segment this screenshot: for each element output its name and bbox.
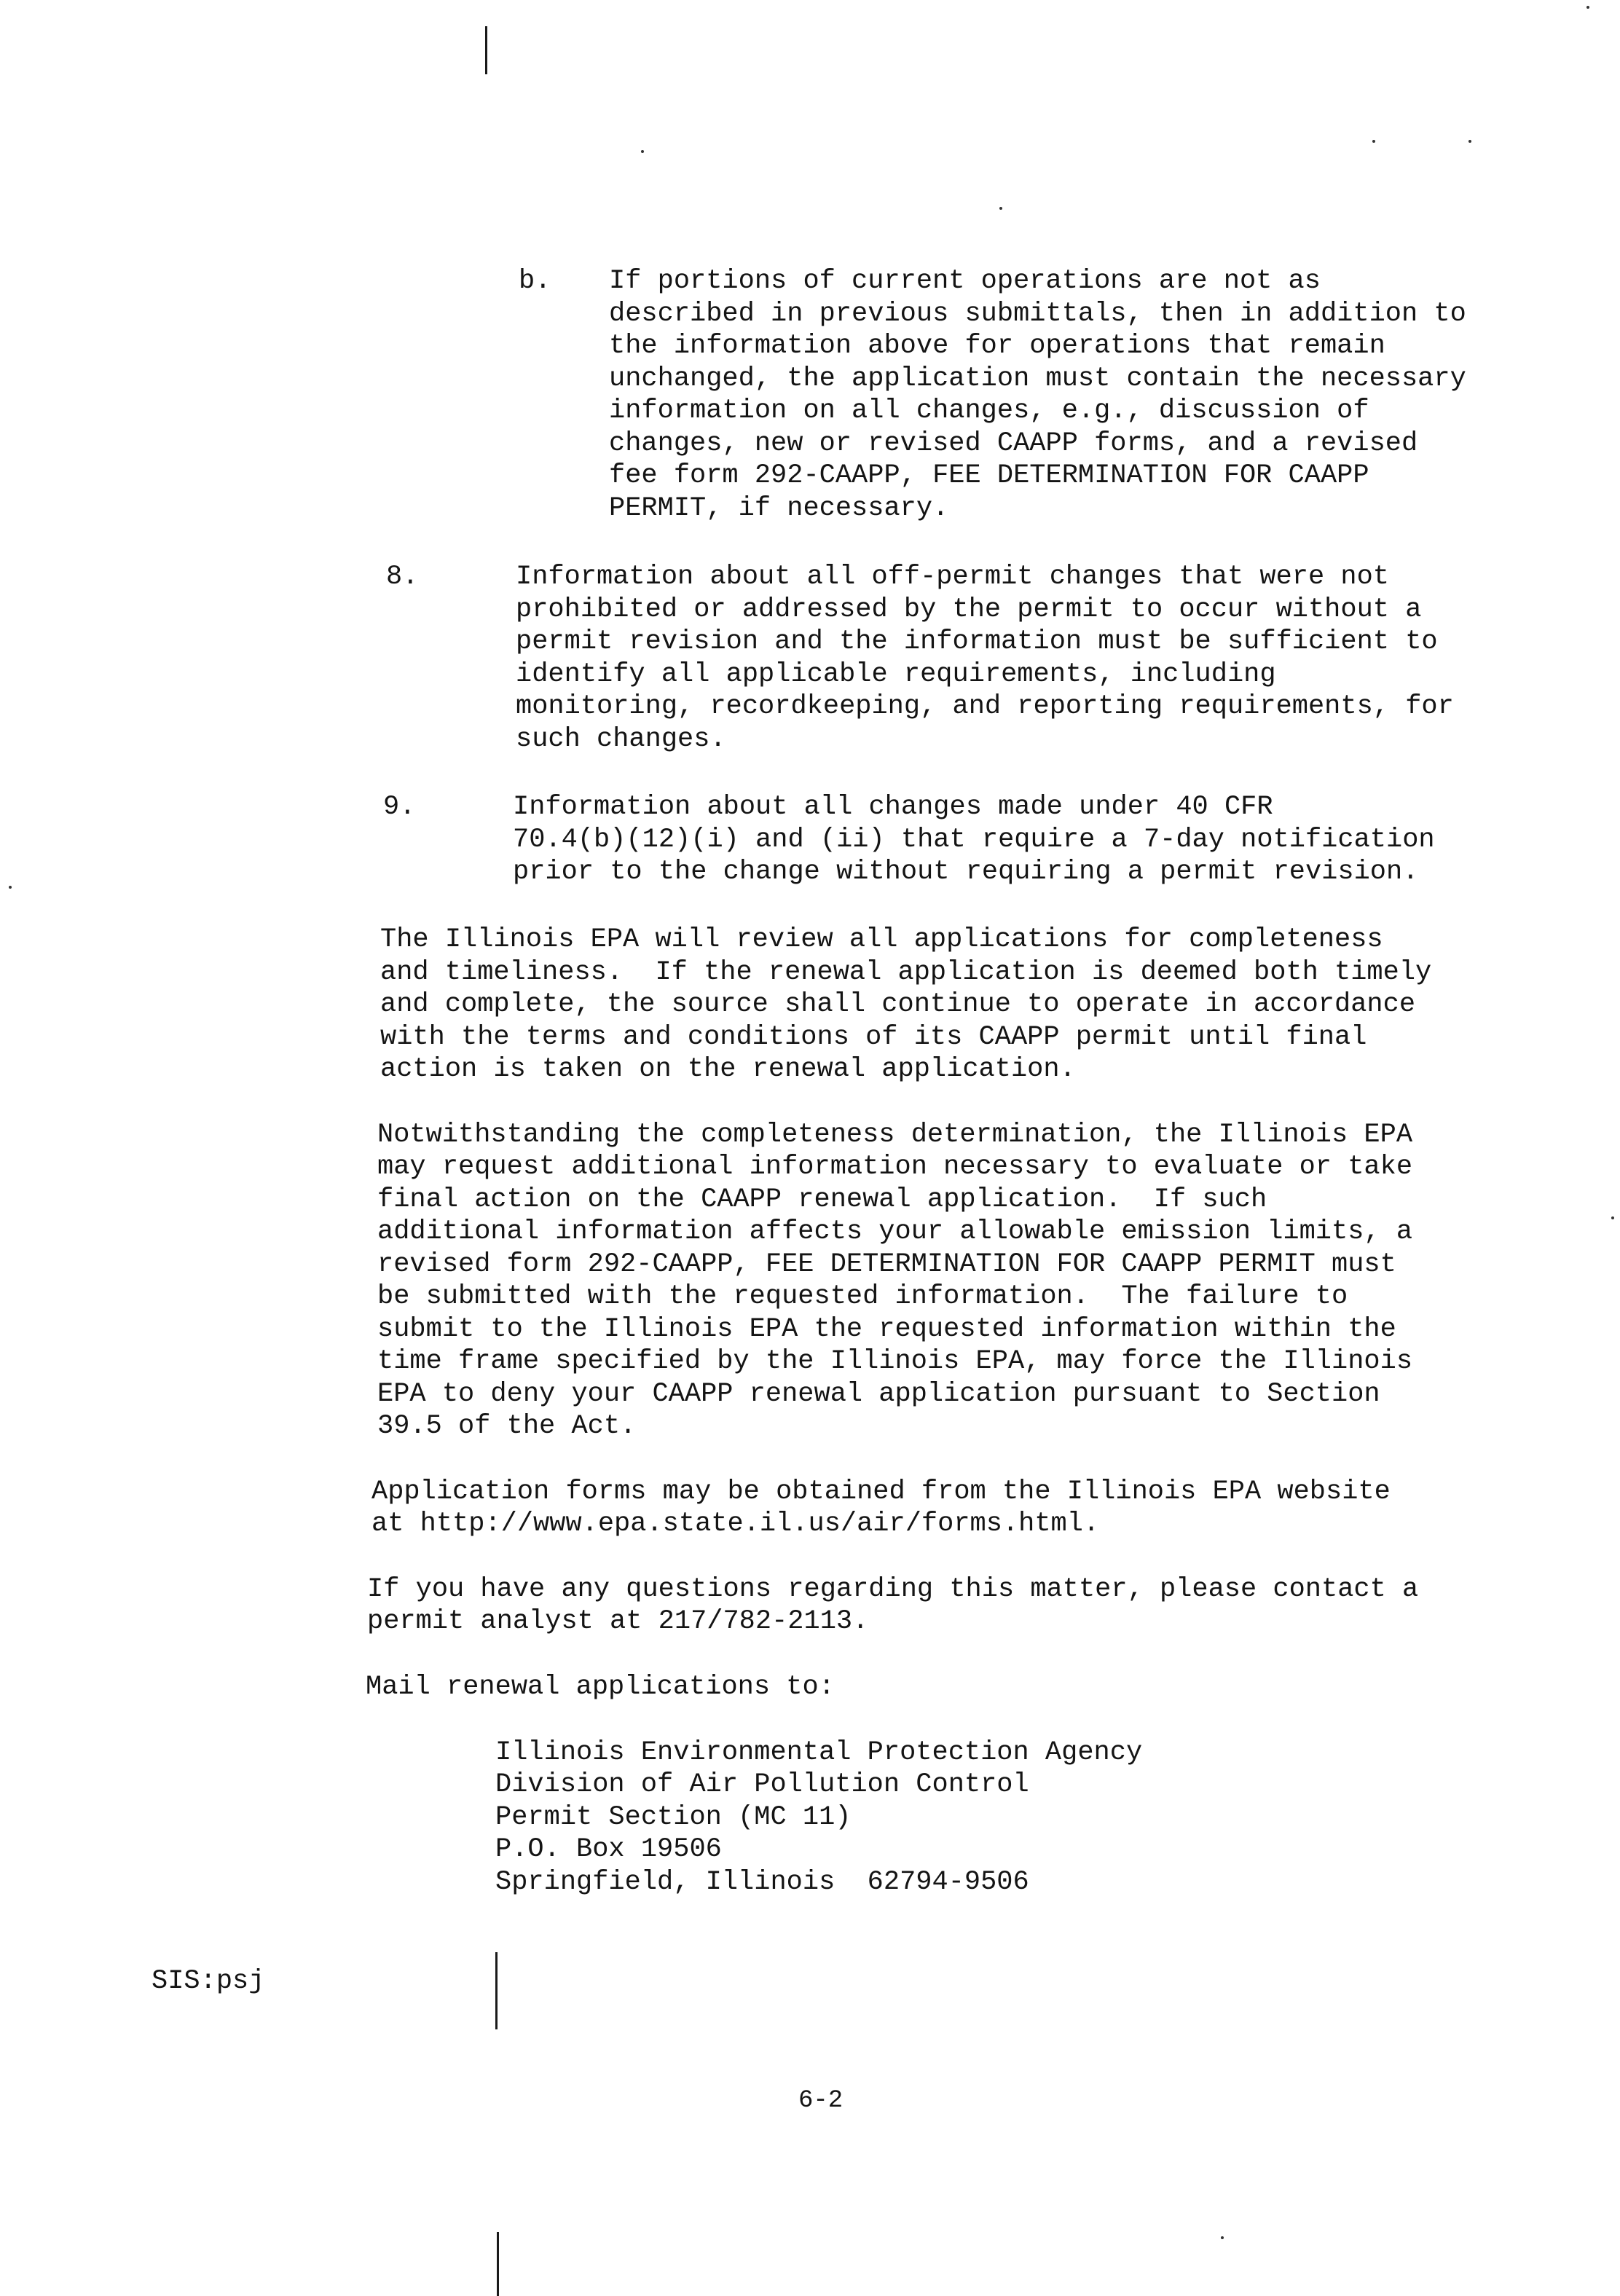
address-line: Permit Section (MC 11)	[495, 1802, 852, 1833]
page-number: 6-2	[798, 2087, 844, 2115]
item-9-line: 70.4(b)(12)(i) and (ii) that require a 7-day notification	[513, 825, 1435, 855]
scan-speck	[999, 207, 1002, 210]
paragraph-line: with the terms and conditions of its CAAPP permit until final	[380, 1022, 1367, 1053]
paragraph-line: and complete, the source shall continue to operate in accordance	[380, 989, 1416, 1020]
item-9-line: Information about all changes made under 40 CFR	[513, 792, 1273, 822]
paragraph-line: be submitted with the requested information. The failure to	[377, 1281, 1348, 1312]
paragraph-line: Application forms may be obtained from the Illinois EPA website	[371, 1477, 1391, 1507]
mail-intro: Mail renewal applications to:	[366, 1672, 835, 1702]
item-b-line: information on all changes, e.g., discussion of	[609, 396, 1369, 426]
item-b-marker: b.	[519, 266, 551, 296]
item-8-line: Information about all off-permit changes that were not	[516, 562, 1389, 592]
paragraph-line: may request additional information necessary to evaluate or take	[377, 1152, 1413, 1182]
paragraph-line: final action on the CAAPP renewal application. If such	[377, 1184, 1267, 1215]
address-line: Springfield, Illinois 62794-9506	[495, 1867, 1029, 1898]
scan-speck	[1372, 140, 1375, 143]
item-b-line: described in previous submittals, then in addition to	[609, 299, 1466, 329]
scan-margin-line-middle	[495, 1952, 498, 2029]
paragraph-line: and timeliness. If the renewal application is deemed both timely	[380, 957, 1432, 988]
paragraph-line: revised form 292-CAAPP, FEE DETERMINATION FOR CAAPP PERMIT must	[377, 1249, 1396, 1280]
paragraph-line: action is taken on the renewal application.	[380, 1054, 1076, 1085]
item-b-line: PERMIT, if necessary.	[609, 493, 949, 524]
scan-speck	[1221, 2236, 1224, 2239]
item-8-line: permit revision and the information must be sufficient to	[516, 626, 1438, 657]
paragraph-line: additional information affects your allowable emission limits, a	[377, 1216, 1413, 1247]
paragraph-line: If you have any questions regarding this matter, please contact a	[367, 1574, 1419, 1605]
paragraph-line: time frame specified by the Illinois EPA, may force the Illinois	[377, 1346, 1413, 1377]
item-b-line: If portions of current operations are not as	[609, 266, 1321, 296]
item-9-marker: 9.	[383, 792, 416, 822]
scan-margin-line-top	[485, 26, 487, 74]
scan-margin-line-bottom	[497, 2232, 499, 2296]
item-b-line: unchanged, the application must contain the necessary	[609, 363, 1466, 394]
phone-line: permit analyst at 217/782-2113.	[367, 1606, 869, 1637]
item-8-line: such changes.	[516, 724, 726, 755]
paragraph-line: EPA to deny your CAAPP renewal application pursuant to Section	[377, 1379, 1380, 1410]
address-line: P.O. Box 19506	[495, 1834, 722, 1865]
typist-initials: SIS:psj	[152, 1966, 265, 1997]
paragraph-line: submit to the Illinois EPA the requested information within the	[377, 1314, 1396, 1345]
address-line: Illinois Environmental Protection Agency	[495, 1737, 1143, 1768]
scan-speck	[9, 886, 12, 889]
item-8-line: prohibited or addressed by the permit to occur without a	[516, 594, 1422, 625]
paragraph-line: The Illinois EPA will review all applications for completeness	[380, 924, 1383, 955]
item-9-line: prior to the change without requiring a permit revision.	[513, 857, 1419, 887]
item-b-line: fee form 292-CAAPP, FEE DETERMINATION FOR CAAPP	[609, 460, 1369, 491]
paragraph-line: Notwithstanding the completeness determination, the Illinois EPA	[377, 1120, 1413, 1150]
scan-speck	[1586, 6, 1589, 9]
address-line: Division of Air Pollution Control	[495, 1769, 1029, 1800]
item-b-line: the information above for operations that remain	[609, 331, 1385, 361]
item-8-line: monitoring, recordkeeping, and reporting requirements, for	[516, 691, 1454, 722]
item-b-line: changes, new or revised CAAPP forms, and a revised	[609, 428, 1418, 459]
scan-speck	[1468, 140, 1471, 143]
item-8-line: identify all applicable requirements, including	[516, 659, 1276, 690]
website-line: at http://www.epa.state.il.us/air/forms.html.	[371, 1509, 1100, 1539]
scan-speck	[641, 150, 644, 153]
scan-speck	[1611, 1216, 1614, 1219]
item-8-marker: 8.	[386, 562, 419, 592]
paragraph-line: 39.5 of the Act.	[377, 1411, 637, 1442]
